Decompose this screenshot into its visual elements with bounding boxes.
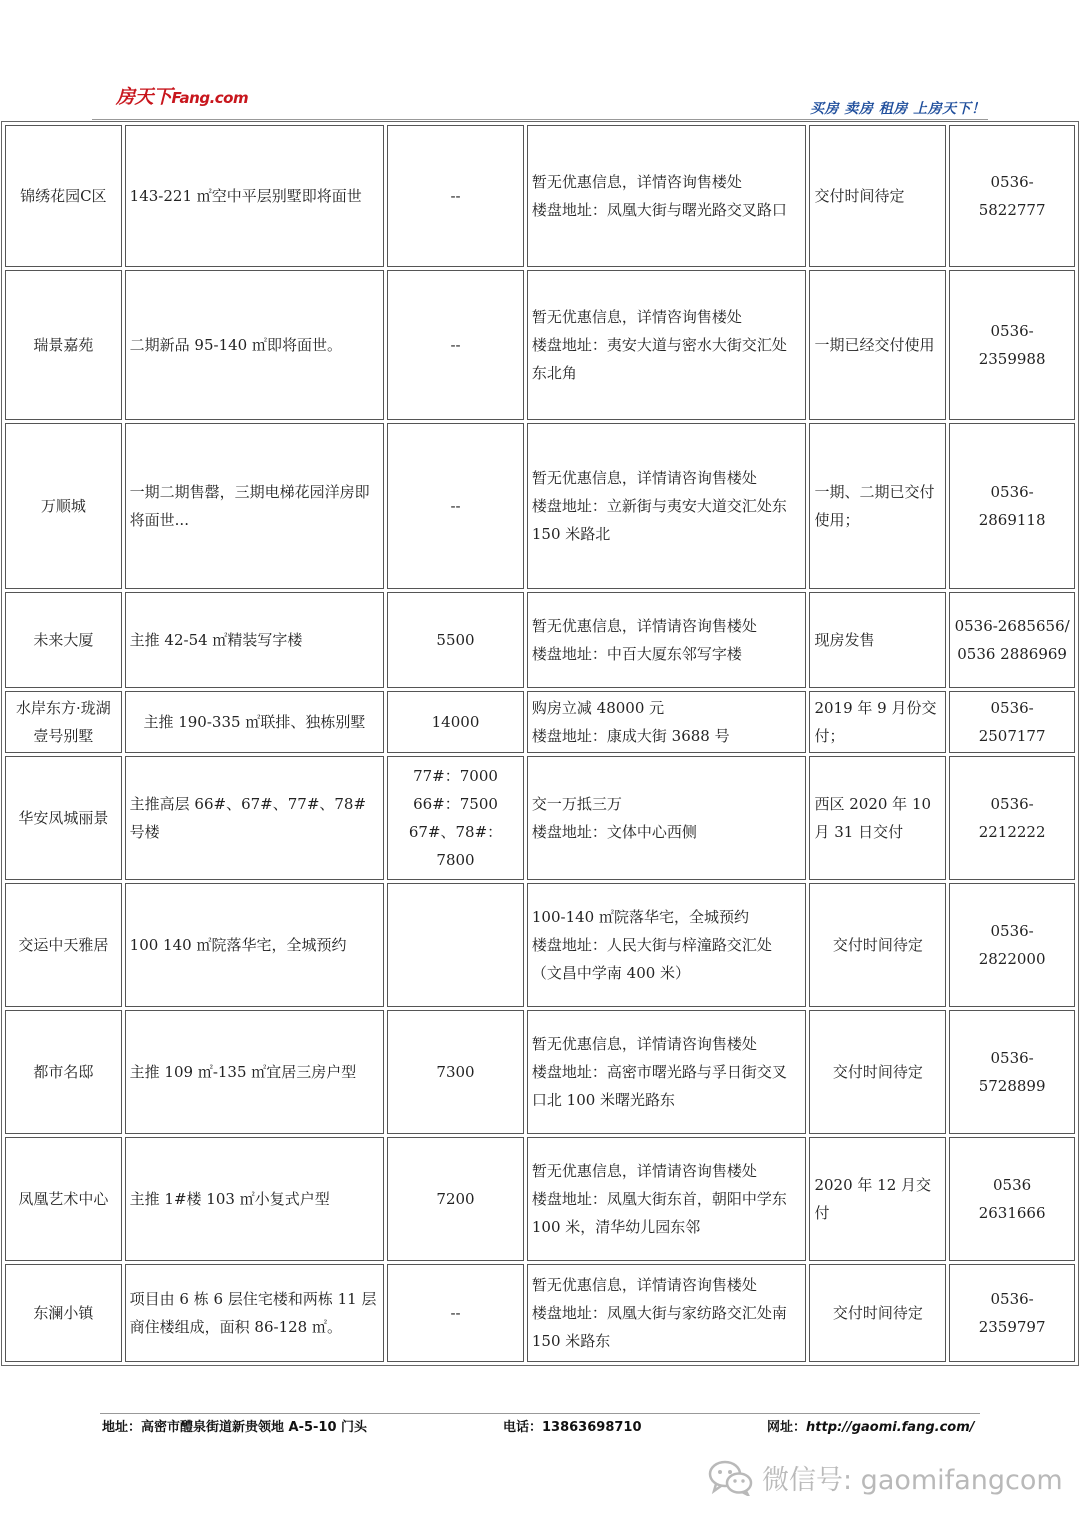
- property-price: [387, 883, 524, 1007]
- table-row: [5, 423, 1075, 589]
- property-name: 锦绣花园C区: [5, 125, 122, 267]
- property-delivery: 交付时间待定: [809, 125, 946, 267]
- property-price: 7300: [387, 1010, 524, 1134]
- property-promo: 暂无优惠信息，详情咨询售楼处 楼盘地址：夷安大道与密水大街交汇处东北角: [527, 270, 807, 420]
- property-price: --: [387, 270, 524, 420]
- property-promo: 交一万抵三万 楼盘地址：文体中心西侧: [527, 756, 807, 880]
- property-description: 主推 42-54 ㎡精装写字楼: [125, 592, 384, 688]
- property-promo: 暂无优惠信息，详情请咨询售楼处 楼盘地址：高密市曙光路与孚日街交叉口北 100 米曙光路东: [527, 1010, 807, 1134]
- property-name: 华安凤城丽景: [5, 756, 122, 880]
- property-phone: 0536- 2359797: [949, 1264, 1075, 1362]
- table-row: [5, 691, 1075, 753]
- footer-web-label: 网址：: [767, 1420, 807, 1435]
- property-description: 100 140 ㎡院落华宅，全城预约: [125, 883, 384, 1007]
- property-delivery: 一期已经交付使用: [809, 270, 946, 420]
- property-delivery: 2020 年 12 月交付: [809, 1137, 946, 1261]
- table-row: [5, 1264, 1075, 1362]
- property-delivery: 交付时间待定: [809, 1010, 946, 1134]
- property-description: 主推高层 66#、67#、77#、78#号楼: [125, 756, 384, 880]
- property-description: 项目由 6 栋 6 层住宅楼和两栋 11 层商住楼组成，面积 86-128 ㎡。: [125, 1264, 384, 1362]
- property-price: --: [387, 423, 524, 589]
- property-promo: 购房立减 48000 元 楼盘地址：康成大街 3688 号: [527, 691, 807, 753]
- property-price: 5500: [387, 592, 524, 688]
- property-phone: 0536- 5822777: [949, 125, 1075, 267]
- property-description: 主推 190-335 ㎡联排、独栋别墅: [125, 691, 384, 753]
- property-name: 万顺城: [5, 423, 122, 589]
- table-row: [5, 756, 1075, 880]
- property-phone: 0536- 2212222: [949, 756, 1075, 880]
- table-row: [5, 1137, 1075, 1261]
- property-price: --: [387, 1264, 524, 1362]
- table-row: [5, 592, 1075, 688]
- footer-website: [767, 1416, 975, 1435]
- footer-address: 地址：高密市醴泉街道新贵领地 A-5-10 门头: [102, 1420, 368, 1435]
- property-name: 瑞景嘉苑: [5, 270, 122, 420]
- footer-phone: 电话：13863698710: [503, 1420, 642, 1435]
- property-delivery: 交付时间待定: [809, 883, 946, 1007]
- property-price: --: [387, 125, 524, 267]
- wechat-icon: [708, 1460, 754, 1496]
- property-promo: 暂无优惠信息，详情请咨询售楼处 楼盘地址：立新街与夷安大道交汇处东150 米路北: [527, 423, 807, 589]
- watermark-text: 微信号: gaomifangcom: [762, 1465, 1063, 1496]
- fang-logo[interactable]: [116, 82, 248, 109]
- property-phone: 0536 2631666: [949, 1137, 1075, 1261]
- page-header: [0, 0, 1080, 122]
- property-description: 主推 109 ㎡-135 ㎡宜居三房户型: [125, 1010, 384, 1134]
- property-description: 二期新品 95-140 ㎡即将面世。: [125, 270, 384, 420]
- property-delivery: 西区 2020 年 10 月 31 日交付: [809, 756, 946, 880]
- property-price: 7200: [387, 1137, 524, 1261]
- property-delivery: 交付时间待定: [809, 1264, 946, 1362]
- property-phone: 0536- 5728899: [949, 1010, 1075, 1134]
- property-promo: 暂无优惠信息，详情请咨询售楼处 楼盘地址：凤凰大街与家纺路交汇处南150 米路东: [527, 1264, 807, 1362]
- property-name: 未来大厦: [5, 592, 122, 688]
- property-phone: 0536-2685656/0536 2886969: [949, 592, 1075, 688]
- property-description: 一期二期售罄，三期电梯花园洋房即将面世...: [125, 423, 384, 589]
- property-phone: 0536- 2507177: [949, 691, 1075, 753]
- property-delivery: 一期、二期已交付使用；: [809, 423, 946, 589]
- table-row: [5, 1010, 1075, 1134]
- property-name: 都市名邸: [5, 1010, 122, 1134]
- property-phone: 0536- 2869118: [949, 423, 1075, 589]
- property-price: 77#：7000 66#：7500 67#、78#：7800: [387, 756, 524, 880]
- property-promo: 100-140 ㎡院落华宅，全城预约 楼盘地址：人民大街与梓潼路交汇处（文昌中学南 400 米）: [527, 883, 807, 1007]
- property-name: 东澜小镇: [5, 1264, 122, 1362]
- property-name: 凤凰艺术中心: [5, 1137, 122, 1261]
- property-promo: 暂无优惠信息，详情请咨询售楼处 楼盘地址：凤凰大街东首，朝阳中学东100 米，清华幼儿园东邻: [527, 1137, 807, 1261]
- property-description: 143-221 ㎡空中平层别墅即将面世: [125, 125, 384, 267]
- property-delivery: 2019 年 9 月份交付；: [809, 691, 946, 753]
- logo-cn: 房天下: [116, 86, 172, 108]
- property-table: [1, 121, 1079, 1366]
- logo-en: Fang.com: [171, 89, 249, 107]
- footer-divider: [100, 1413, 980, 1414]
- property-name: 交运中天雅居: [5, 883, 122, 1007]
- property-phone: 0536- 2359988: [949, 270, 1075, 420]
- table-row: [5, 125, 1075, 267]
- property-delivery: 现房发售: [809, 592, 946, 688]
- wechat-watermark: [708, 1458, 1063, 1497]
- property-description: 主推 1#楼 103 ㎡小复式户型: [125, 1137, 384, 1261]
- header-slogan: 买房 卖房 租房 上房天下！: [810, 101, 986, 117]
- header-divider: [92, 119, 988, 120]
- table-row: [5, 270, 1075, 420]
- property-phone: 0536- 2822000: [949, 883, 1075, 1007]
- property-name: 水岸东方·珑湖壹号别墅: [5, 691, 122, 753]
- table-row: [5, 883, 1075, 1007]
- footer-web-url[interactable]: http://gaomi.fang.com/: [806, 1420, 975, 1435]
- property-promo: 暂无优惠信息，详情咨询售楼处 楼盘地址：凤凰大街与曙光路交叉路口: [527, 125, 807, 267]
- property-price: 14000: [387, 691, 524, 753]
- property-promo: 暂无优惠信息，详情请咨询售楼处 楼盘地址：中百大厦东邻写字楼: [527, 592, 807, 688]
